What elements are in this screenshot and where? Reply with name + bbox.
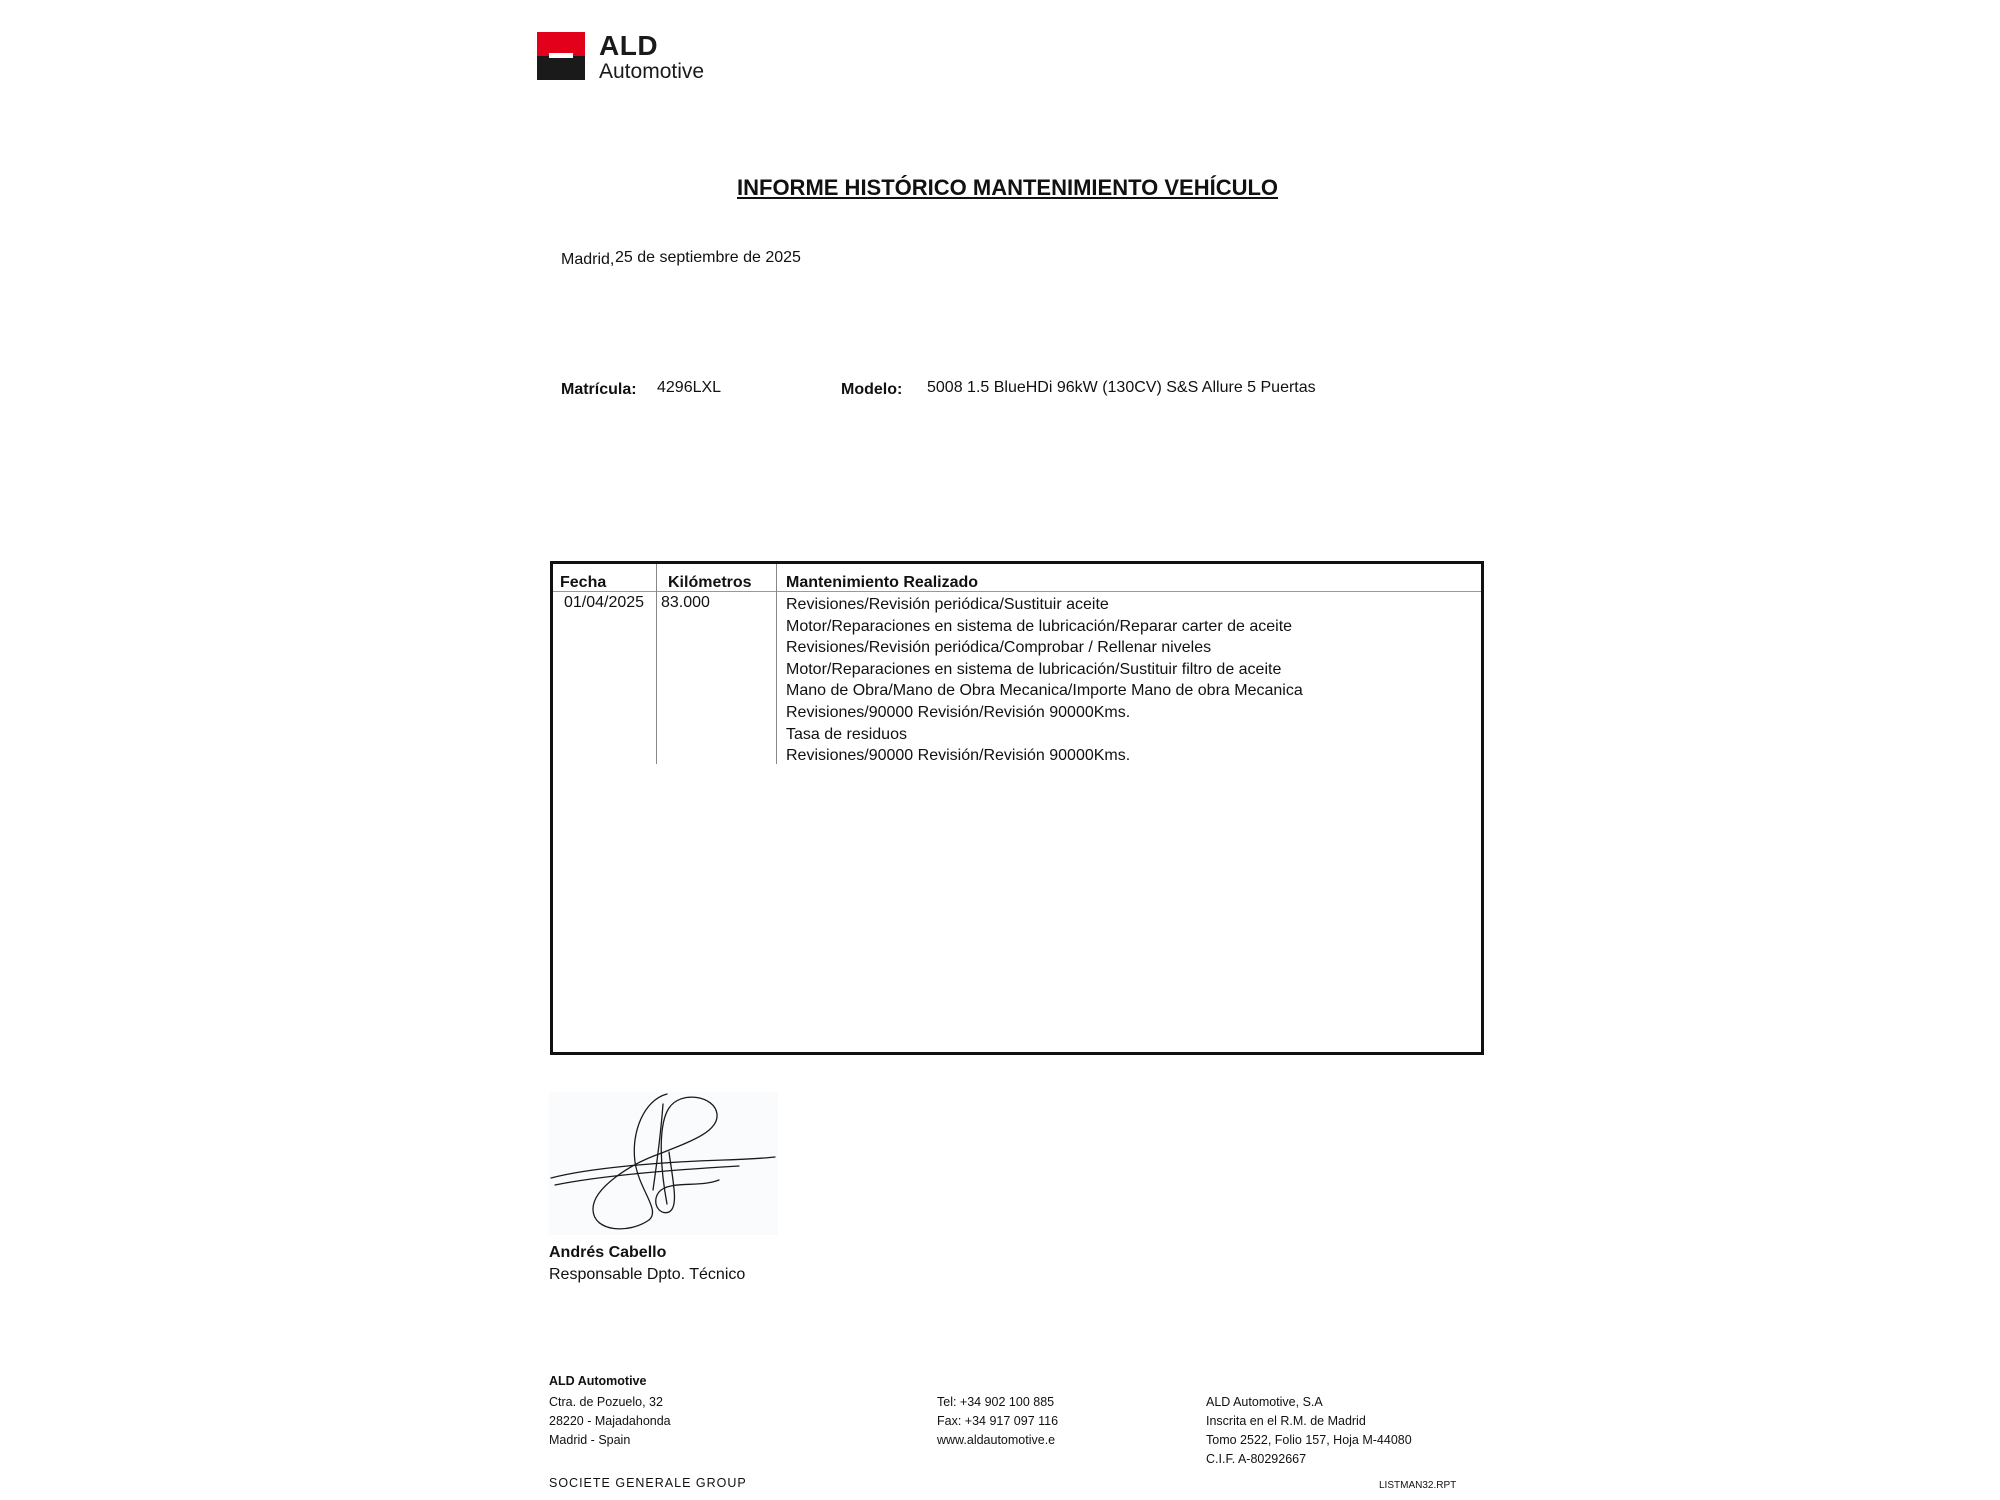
plate-value: 4296LXL	[657, 379, 722, 396]
column-header-fecha: Fecha	[560, 574, 607, 591]
maintenance-items-list	[786, 594, 1303, 767]
footer-phone: Tel: +34 902 100 885	[937, 1395, 1055, 1409]
maintenance-item: Mano de Obra/Mano de Obra Mecanica/Importe Mano de obra Mecanica	[786, 682, 1303, 700]
maintenance-item: Motor/Reparaciones en sistema de lubricación/Reparar carter de aceite	[786, 617, 1293, 635]
report-title: INFORME HISTÓRICO MANTENIMIENTO VEHÍCULO	[737, 175, 1279, 200]
footer-address-line: Ctra. de Pozuelo, 32	[549, 1395, 663, 1409]
footer-contact	[937, 1393, 1058, 1450]
report-code: LISTMAN32.RPT	[1379, 1480, 1457, 1491]
footer-company: ALD Automotive	[549, 1374, 647, 1388]
model-label: Modelo:	[841, 381, 903, 398]
row-date: 01/04/2025	[564, 594, 645, 611]
maintenance-item: Tasa de residuos	[786, 725, 907, 743]
maintenance-item: Revisiones/90000 Revisión/Revisión 90000Kms.	[786, 747, 1131, 765]
group-mark: SOCIETE GENERALE GROUP	[549, 1476, 747, 1490]
footer-website: www.aldautomotive.e	[937, 1433, 1056, 1447]
maintenance-item: Revisiones/Revisión periódica/Sustituir aceite	[786, 596, 1109, 613]
footer-fax: Fax: +34 917 097 116	[937, 1414, 1059, 1428]
footer-legal-line: Tomo 2522, Folio 157, Hoja M-44080	[1206, 1433, 1412, 1447]
row-kilometers: 83.000	[661, 594, 710, 611]
footer-address-line: Madrid - Spain	[549, 1433, 631, 1447]
ald-logo-mark	[537, 32, 585, 80]
footer-legal-line: C.I.F. A-80292667	[1206, 1452, 1307, 1466]
maintenance-item: Revisiones/Revisión periódica/Comprobar / Rellenar niveles	[786, 639, 1212, 657]
column-divider	[776, 564, 777, 764]
footer-legal-line: ALD Automotive, S.A	[1206, 1395, 1323, 1409]
footer-legal	[1206, 1393, 1412, 1469]
footer-address	[549, 1393, 671, 1450]
logo-text-automotive: Automotive	[599, 60, 705, 83]
date-value: 25 de septiembre de 2025	[615, 249, 801, 266]
logo-text-ald: ALD	[599, 30, 659, 61]
column-header-kilometros: Kilómetros	[668, 574, 752, 591]
column-header-mantenimiento: Mantenimiento Realizado	[786, 574, 979, 591]
footer-address-line: 28220 - Majadahonda	[549, 1414, 671, 1428]
plate-label: Matrícula:	[561, 381, 637, 398]
maintenance-item: Motor/Reparaciones en sistema de lubricación/Sustituir filtro de aceite	[786, 660, 1282, 678]
column-divider	[656, 564, 657, 764]
signer-name: Andrés Cabello	[549, 1244, 667, 1261]
date-city: Madrid,	[561, 251, 615, 268]
signer-role: Responsable Dpto. Técnico	[549, 1266, 746, 1283]
model-value: 5008 1.5 BlueHDi 96kW (130CV) S&S Allure 5 Puertas	[927, 379, 1316, 396]
handwritten-signature	[549, 1092, 778, 1235]
maintenance-item: Revisiones/90000 Revisión/Revisión 90000Kms.	[786, 703, 1131, 721]
footer-legal-line: Inscrita en el R.M. de Madrid	[1206, 1414, 1366, 1428]
